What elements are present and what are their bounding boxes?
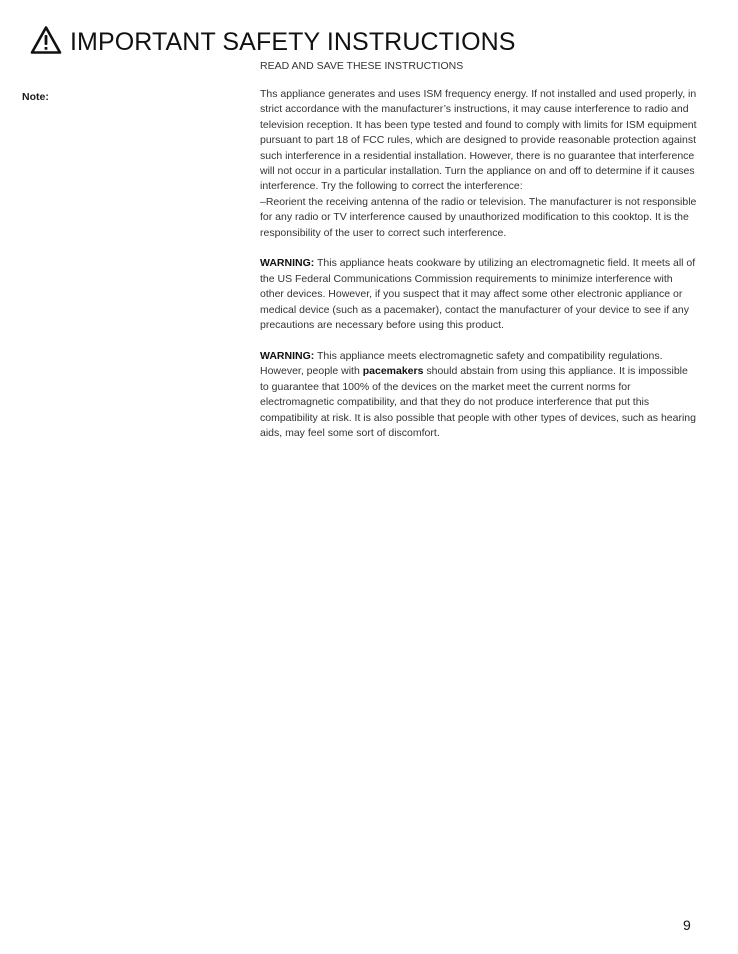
electromagnetic-warning-text: This appliance heats cookware by utilizing an electromagnetic field. It meets all of the US Federal Communications Commission requirements to minimize interference with other devices. However, if you suspect that it may affect some other electronic appliance or medical device (such as a pacemaker), contact the manufacturer of your device to see if any precautions are necessary before using this product. [260,257,696,332]
warning-triangle-icon [30,25,62,55]
fcc-interference-paragraph [260,87,698,241]
read-and-save-subtitle: READ AND SAVE THESE INSTRUCTIONS [260,60,464,72]
fcc-interference-text: Ths appliance generates and uses ISM frequency energy. If not installed and used properly, in strict accordance with the manufacturer’s instructions, it may cause interference to radio and television reception. It has been type tested and found to comply with limits for ISM equipment pursuant to part 18 of FCC rules, which are designed to provide reasonable protection against such interference in a residential installation. However, there is no guarantee that interference will not occur in a particular installation. Turn the appliance on and off to determine if it causes interference. Try the following to correct the interference: [260,88,697,193]
pacemaker-warning-text-a: This appliance meets electromagnetic safety and compatibility regulations. However, people with [260,349,663,378]
warning-label: WARNING: [260,257,315,270]
instructions-body [260,87,698,441]
pacemakers-emphasis: pacemakers [362,365,424,378]
page-title: IMPORTANT SAFETY INSTRUCTIONS [70,28,516,56]
electromagnetic-warning-paragraph [260,256,698,333]
reorient-antenna-text: –Reorient the receiving antenna of the radio or television. The manufacturer is not responsible for any radio or TV interference caused by unauthorized modification to this cooktop. It is the responsibility of the user to correct such interference. [260,195,697,239]
note-label: Note: [22,91,49,103]
page-header [30,22,516,58]
pacemaker-warning-text-b: should abstain from using this appliance. It is impossible to guarantee that 100% of the devices on the market meet the current norms for electromagnetic compatibility, and that they do not produce interference that put this compatibility at risk. It is also possible that people with other types of devices, such as hearing aids, may feel some sort of discomfort. [260,365,696,439]
warning-label: WARNING: [260,349,315,362]
page-number: 9 [683,917,691,933]
pacemaker-warning-paragraph [260,349,698,441]
